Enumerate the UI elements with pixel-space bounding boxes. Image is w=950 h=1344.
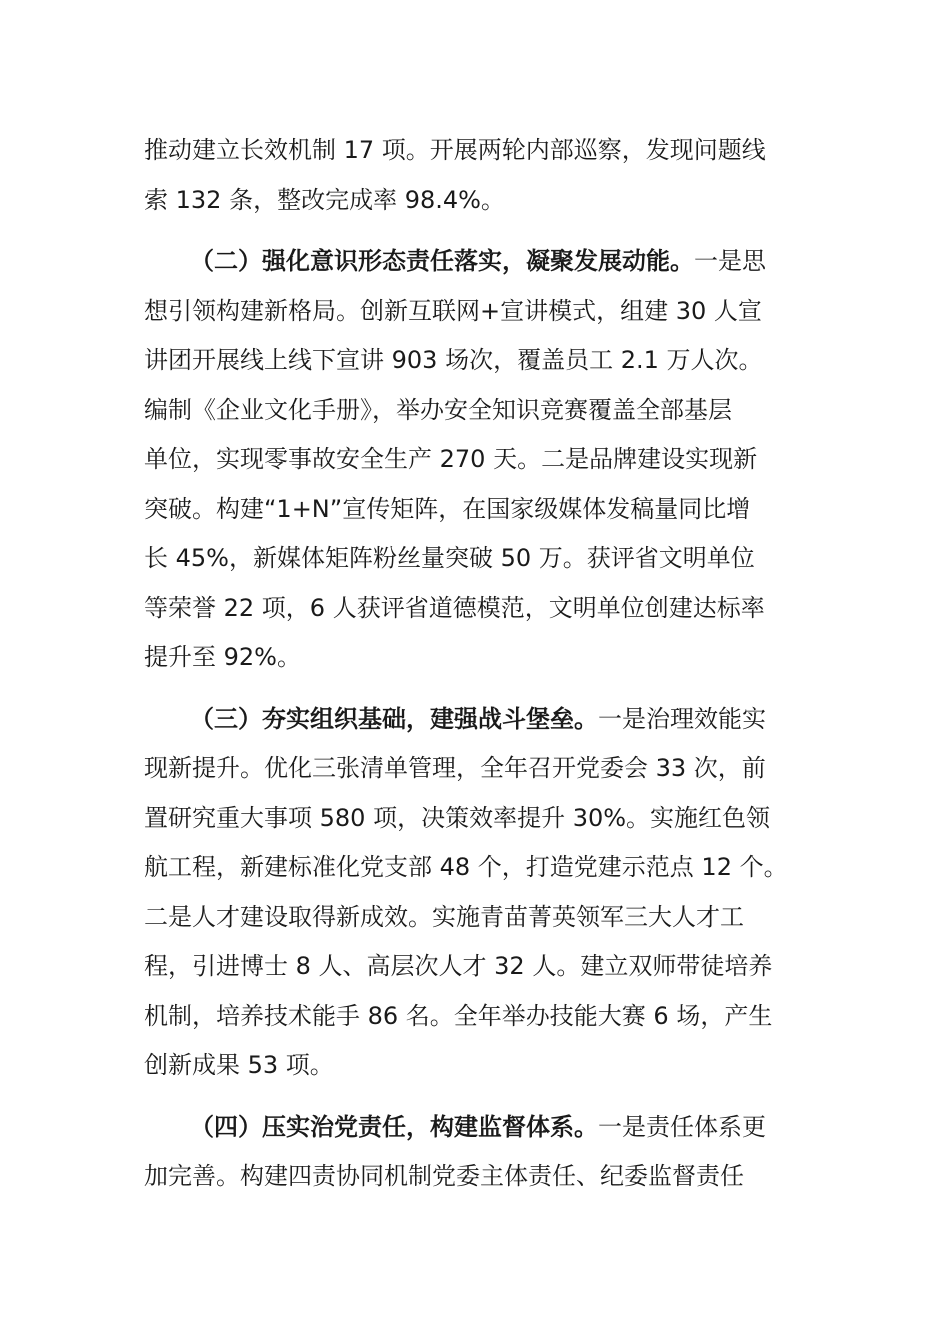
text-line	[144, 1152, 810, 1202]
text-line	[144, 843, 810, 893]
text-line	[144, 435, 810, 485]
text-segment: 航工程，新建标准化党支部 48 个，打造党建示范点 12 个。	[144, 853, 788, 881]
text-segment: 单位，实现零事故安全生产 270 天。二是品牌建设实现新	[144, 445, 758, 473]
paragraph-1	[144, 126, 810, 225]
text-line	[144, 794, 810, 844]
text-line	[144, 1041, 810, 1091]
text-line	[144, 237, 810, 287]
text-segment: 程，引进博士 8 人、高层次人才 32 人。建立双师带徒培养	[144, 952, 773, 980]
paragraph-2	[144, 237, 810, 683]
text-line	[144, 336, 810, 386]
section-heading: （四）压实治党责任，构建监督体系。	[190, 1112, 598, 1141]
text-segment: 创新成果 53 项。	[144, 1051, 334, 1079]
text-segment: 一是思	[694, 247, 766, 275]
text-line	[144, 584, 810, 634]
text-segment: 现新提升。优化三张清单管理，全年召开党委会 33 次，前	[144, 754, 766, 782]
text-line	[144, 126, 810, 176]
text-line	[144, 386, 810, 436]
paragraph-3	[144, 695, 810, 1091]
text-line	[144, 534, 810, 584]
text-segment: 置研究重大事项 580 项，决策效率提升 30%。实施红色领	[144, 803, 771, 832]
text-line	[144, 893, 810, 943]
text-segment: 机制，培养技术能手 86 名。全年举办技能大赛 6 场，产生	[144, 1001, 773, 1030]
text-segment: 一是责任体系更	[598, 1112, 766, 1141]
text-segment: 想引领构建新格局。创新互联网+宣讲模式，组建 30 人宣	[144, 296, 762, 325]
text-line	[144, 287, 810, 337]
section-heading: （三）夯实组织基础，建强战斗堡垒。	[190, 704, 598, 733]
text-segment: 二是人才建设取得新成效。实施青苗菁英领军三大人才工	[144, 902, 744, 931]
text-segment: 突破。构建“1+N”宣传矩阵，在国家级媒体发稿量同比增	[144, 494, 751, 523]
text-segment: 提升至 92%。	[144, 643, 301, 671]
text-line	[144, 176, 810, 226]
section-heading: （二）强化意识形态责任落实，凝聚发展动能。	[190, 247, 694, 275]
text-segment: 索 132 条，整改完成率 98.4%。	[144, 185, 505, 214]
text-segment: 一是治理效能实	[598, 704, 766, 733]
text-segment: 编制《企业文化手册》，举办安全知识竞赛覆盖全部基层	[144, 395, 732, 424]
text-line	[144, 695, 810, 745]
paragraph-4	[144, 1103, 810, 1202]
text-segment: 推动建立长效机制 17 项。开展两轮内部巡察，发现问题线	[144, 136, 766, 164]
text-segment: 加完善。构建四责协同机制党委主体责任、纪委监督责任	[144, 1162, 744, 1190]
document-page	[144, 126, 810, 1202]
text-segment: 讲团开展线上线下宣讲 903 场次，覆盖员工 2.1 万人次。	[144, 346, 763, 374]
text-segment: 等荣誉 22 项，6 人获评省道德模范，文明单位创建达标率	[144, 593, 765, 622]
text-line	[144, 1103, 810, 1153]
text-segment: 长 45%，新媒体矩阵粉丝量突破 50 万。获评省文明单位	[144, 544, 755, 572]
text-line	[144, 744, 810, 794]
text-line	[144, 485, 810, 535]
text-line	[144, 992, 810, 1042]
text-line	[144, 942, 810, 992]
text-line	[144, 633, 810, 683]
